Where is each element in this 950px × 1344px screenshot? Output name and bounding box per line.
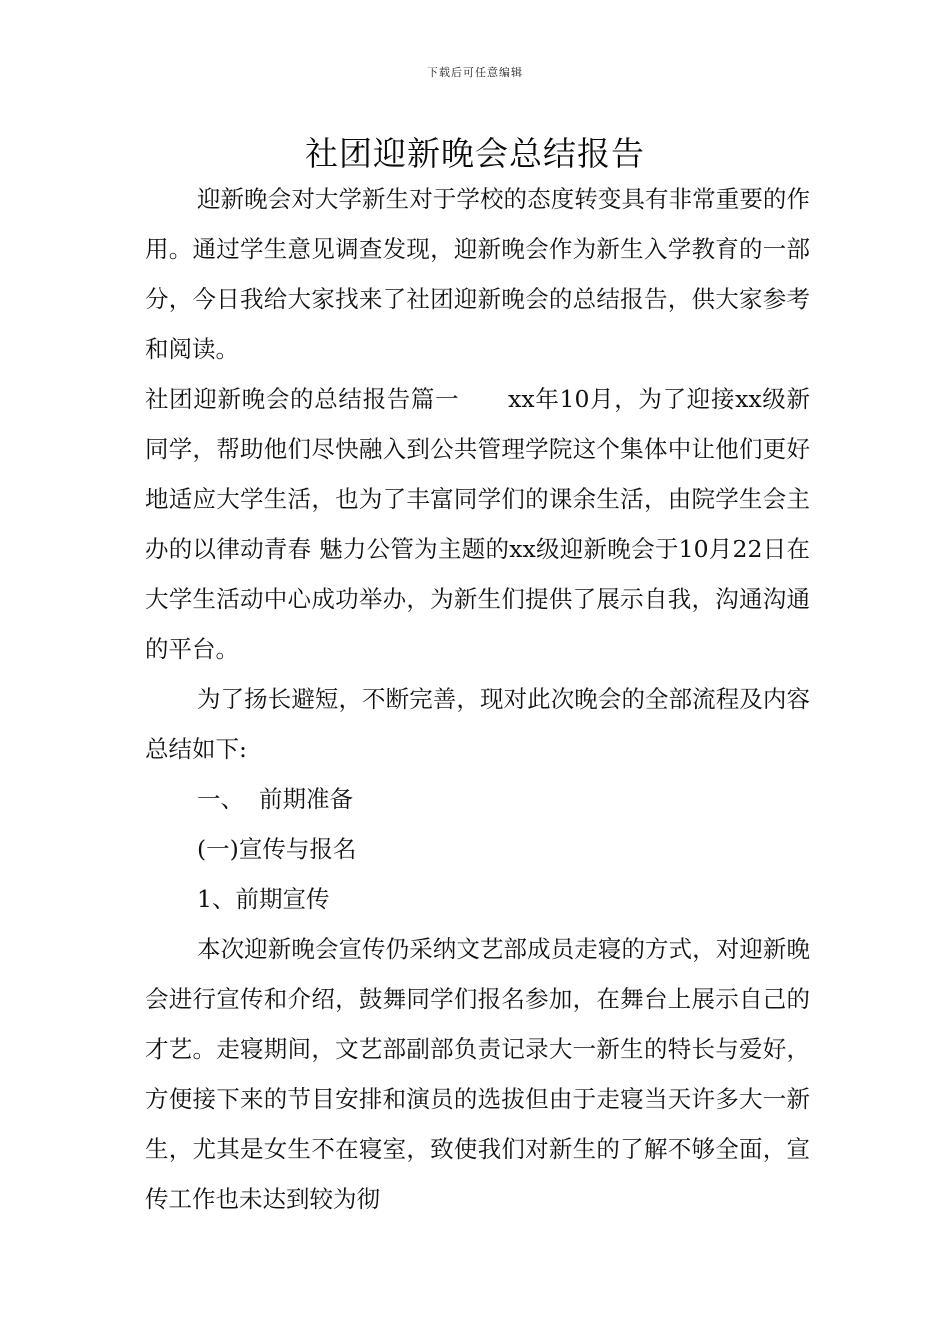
header-note: 下载后可任意编辑 <box>427 66 523 79</box>
subsection-heading-promotion: (一)宣传与报名 <box>197 835 357 863</box>
paragraph-summary-intro: 为了扬长避短，不断完善，现对此次晚会的全部流程及内容总结如下: <box>145 685 810 763</box>
item-heading-early-promotion: 1、前期宣传 <box>197 885 330 913</box>
section-heading-preparation: 一、 前期准备 <box>197 785 353 813</box>
document-title: 社团迎新晚会总结报告 <box>305 134 645 173</box>
paragraph-promotion-details: 本次迎新晚会宣传仍采纳文艺部成员走寝的方式，对迎新晚会进行宣传和介绍，鼓舞同学们报名参加，在舞台上展示自己的才艺。走寝期间，文艺部副部负责记录大一新生的特长与爱好，方便接下来的节目安排和演员的选拔但由于走寝当天许多大一新生，尤其是女生不在寝室，致使我们对新生的了解不够全面，宣传工作也未达到较为彻 <box>145 935 810 1213</box>
document-body <box>145 174 810 1224</box>
paragraph-report-part-one: 社团迎新晚会的总结报告篇一 xx年10月，为了迎接xx级新同学，帮助他们尽快融入到公共管理学院这个集体中让他们更好地适应大学生活，也为了丰富同学们的课余生活，由院学生会主办的以律动青春 魅力公管为主题的xx级迎新晚会于10月22日在大学生活动中心成功举办，为新生们提供了展示自我，沟通沟通的平台。 <box>145 385 810 663</box>
paragraph-intro: 迎新晚会对大学新生对于学校的态度转变具有非常重要的作用。通过学生意见调查发现，迎新晚会作为新生入学教育的一部分，今日我给大家找来了社团迎新晚会的总结报告，供大家参考和阅读。 <box>145 185 810 363</box>
